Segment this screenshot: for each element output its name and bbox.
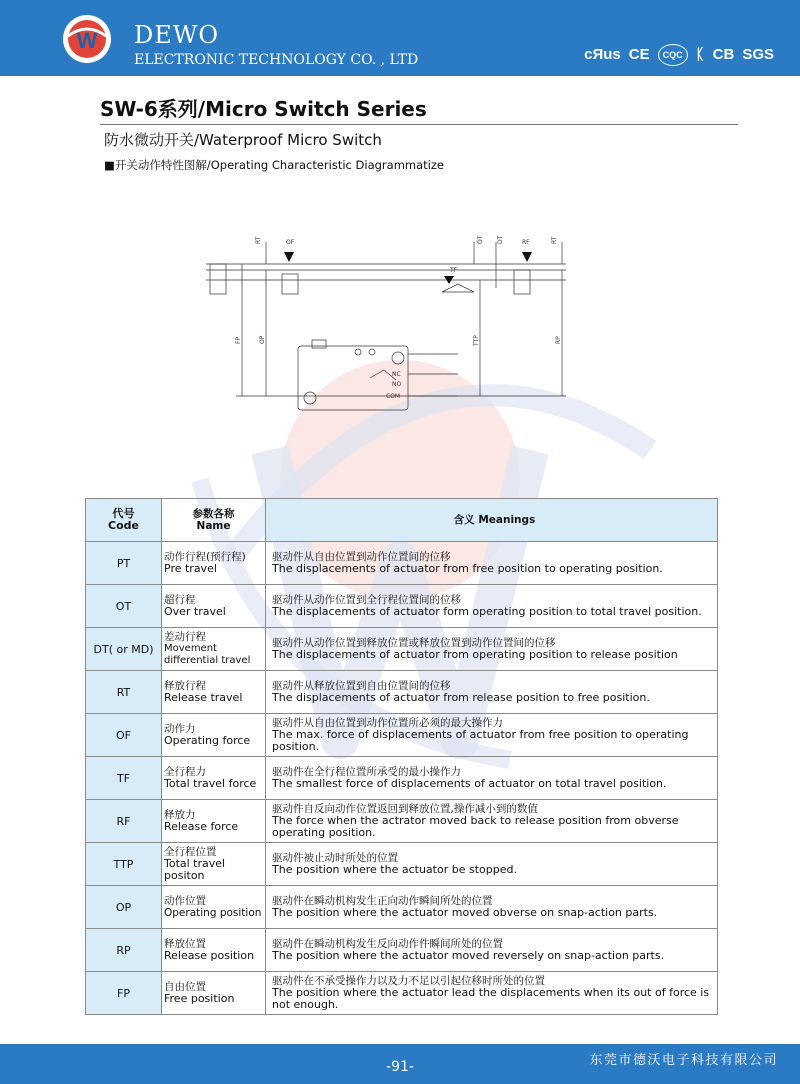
table-row (86, 542, 718, 585)
header-name: 参数各称 Name (162, 499, 266, 542)
label-nc: NC (392, 371, 401, 378)
table-row (86, 843, 718, 886)
page-subtitle: 防水微动开关/Waterproof Micro Switch (104, 131, 382, 149)
title-divider (100, 124, 738, 125)
label-rt-2: RT (551, 236, 558, 244)
row-meaning: 驱动件在不承受操作力以及力不足以引起位移时所处的位置 The position where the actuator lead the displacements when its out of force is not enough. (266, 972, 718, 1015)
label-com: COM (386, 393, 401, 400)
row-meaning: 驱动件被止动时所处的位置 The position where the actuator be stopped. (266, 843, 718, 886)
row-code: RP (86, 929, 162, 972)
operating-characteristic-diagram (196, 228, 586, 420)
row-meaning: 驱动件从自由位置到动作位置所必须的最大操作力 The max. force of displacements of actuator from free position to operating position. (266, 714, 718, 757)
page-number: -91- (386, 1059, 414, 1075)
logo-letter: W (76, 28, 98, 53)
row-code: FP (86, 972, 162, 1015)
row-code: TF (86, 757, 162, 800)
company-name: 东莞市德沃电子科技有限公司 (589, 1053, 778, 1068)
operating-force-arrow-icon (284, 252, 294, 262)
row-name: 差动行程 Movement differential travel (162, 628, 266, 671)
header-code: 代号 Code (86, 499, 162, 542)
header-bar (0, 0, 800, 76)
label-of: OF (286, 239, 295, 246)
ul-mark-icon: cЯus (584, 46, 621, 63)
row-meaning: 驱动件在瞬动机构发生反向动作件瞬间所处的位置 The position where the actuator moved reversely on snap-action parts. (266, 929, 718, 972)
row-code: OF (86, 714, 162, 757)
sgs-mark-icon: SGS (742, 46, 774, 63)
label-rf: RF (522, 239, 530, 246)
row-meaning: 驱动件从自由位置到动作位置间的位移 The displacements of actuator from free position to operating position. (266, 542, 718, 585)
row-code: PT (86, 542, 162, 585)
brand-subtitle: ELECTRONIC TECHNOLOGY CO. , LTD (134, 52, 419, 68)
label-dt: DT (497, 235, 504, 244)
table-row (86, 757, 718, 800)
table-row (86, 714, 718, 757)
definition-table (85, 498, 718, 1015)
row-code: RT (86, 671, 162, 714)
label-no: NO (392, 381, 402, 388)
row-name: 释放力 Release force (162, 800, 266, 843)
row-meaning: 驱动件从释放位置到自由位置间的位移 The displacements of actuator from release position to free position. (266, 671, 718, 714)
row-code: TTP (86, 843, 162, 886)
row-name: 动作行程(预行程) Pre travel (162, 542, 266, 585)
label-op: OP (259, 335, 266, 344)
row-code: OT (86, 585, 162, 628)
k-mark-icon: ᛕ (695, 46, 705, 63)
row-code: DT( or MD) (86, 628, 162, 671)
page-title: SW-6系列/Micro Switch Series (100, 97, 427, 121)
row-name: 动作力 Operating force (162, 714, 266, 757)
label-tf: TF (450, 267, 458, 274)
row-name: 释放行程 Release travel (162, 671, 266, 714)
table-row (86, 929, 718, 972)
row-code: RF (86, 800, 162, 843)
label-rt: RT (255, 236, 262, 244)
row-name: 释放位置 Release position (162, 929, 266, 972)
certification-marks (584, 44, 774, 66)
table-row (86, 972, 718, 1015)
row-name: 超行程 Over travel (162, 585, 266, 628)
row-name: 全行程力 Total travel force (162, 757, 266, 800)
dewo-logo-icon (62, 14, 112, 64)
row-meaning: 驱动件在瞬动机构发生正向动作瞬间所处的位置 The position where the actuator moved obverse on snap-action parts. (266, 886, 718, 929)
row-code: OP (86, 886, 162, 929)
row-meaning: 驱动件自反向动作位置返回到释放位置,操作减小到的数值 The force when the actrator moved back to release position from obverse operating position. (266, 800, 718, 843)
table-row (86, 671, 718, 714)
row-meaning: 驱动件在全行程位置所承受的最小操作力 The smallest force of displacements of actuator on total travel position. (266, 757, 718, 800)
table-row (86, 886, 718, 929)
release-force-arrow-icon (522, 252, 532, 262)
table-header-row (86, 499, 718, 542)
row-name: 动作位置 Operating position (162, 886, 266, 929)
ce-mark-icon: CE (628, 46, 650, 63)
label-ot: OT (477, 235, 484, 244)
row-meaning: 驱动件从动作位置到全行程位置间的位移 The displacements of actuator form operating position to total travel position. (266, 585, 718, 628)
cqc-mark-icon: CQC (658, 44, 688, 66)
label-rp: RP (555, 336, 562, 344)
row-name: 全行程位置 Total travel positon (162, 843, 266, 886)
brand-name: DEWO (134, 21, 220, 49)
label-fp: FP (235, 336, 242, 344)
cb-mark-icon: CB (712, 46, 735, 63)
table-row (86, 800, 718, 843)
label-ttp: TTP (473, 335, 480, 346)
row-meaning: 驱动件从动作位置到释放位置或释放位置到动作位置间的位移 The displacements of actuator from operating position to release position (266, 628, 718, 671)
table-row (86, 628, 718, 671)
row-name: 自由位置 Free position (162, 972, 266, 1015)
section-heading: ■开关动作特性图解/Operating Characteristic Diagrammatize (104, 158, 444, 172)
header-meaning: 含义 Meanings (266, 499, 718, 542)
table-row (86, 585, 718, 628)
